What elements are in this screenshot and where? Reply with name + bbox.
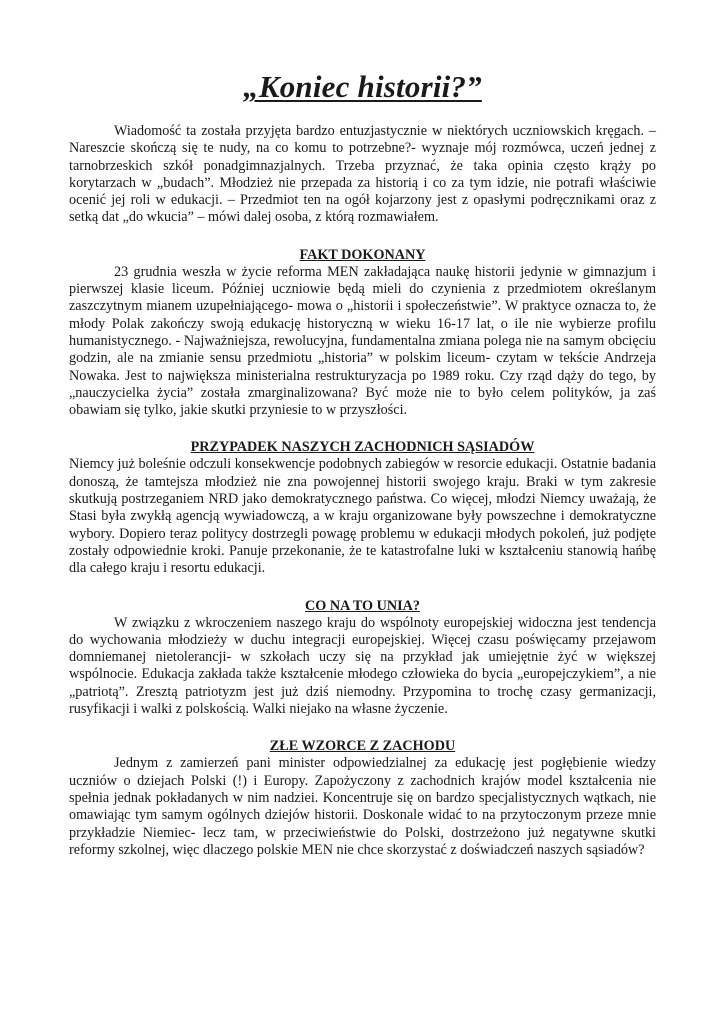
section-paragraph-co-na-to-unia: W związku z wkroczeniem naszego kraju do wspólnoty europejskiej widoczna jest tendencja do wychowania młodzieży w duchu integracji europejskiej. Więcej czasu poświęcamy przejawom domniemanej nietolerancji- w szkołach uczy się na przykład jak umiejętnie żyć w większej wspólnocie. Edukacja zakłada także kształcenie młodego człowieka do bycia „europejczykiem”, a nie „patriotą”. Zresztą patriotyzm jest już dziś niemodny. Przypomina to trochę czasy germanizacji, rusyfikacji i walki z polskością. Walki niejako na własne życzenie. xyxy=(69,614,656,718)
article-title: „Koniec historii?” xyxy=(243,69,482,104)
section-paragraph-fakt-dokonany: 23 grudnia weszła w życie reforma MEN zakładająca naukę historii jedynie w gimnazjum i pierwszej klasie liceum. Później uczniowie będą mieli do czynienia z przedmiotem określanym zaszczytnym mianem uzupełniającego- mowa o „historii i społeczeństwie”. W praktyce oznacza to, że młody Polak zakończy swoją edukację historyczną w wieku 16-17 lat, o ile nie wybierze profilu humanistycznego. - Najważniejsza, rewolucyjna, fundamentalna zmiana polega nie na samym obcięciu godzin, ale na zmianie sensu przedmiotu „historia” w polskim liceum- czytam w tekście Andrzeja Nowaka. Jest to największa ministerialna restrukturyzacja po 1989 roku. Czy rząd dąży do tego, by „nauczycielka życia” została zmarginalizowana? Być może nie to było celem polityków, ja zaś obawiam się tylko, jakie skutki przyniesie to w przyszłości. xyxy=(69,263,656,419)
document-page xyxy=(69,68,656,859)
intro-paragraph: Wiadomość ta została przyjęta bardzo entuzjastycznie w niektórych uczniowskich kręgach. – Nareszcie skończą się te nudy, na co komu to potrzebne?- wyznaje mój rozmówca, uczeń jednej z tarnobrzeskich szkół ponadgimnazjalnych. Trzeba przyznać, że taka opinia często krąży po korytarzach w „budach”. Młodzież nie przepada za historią i co za tym idzie, nie potrafi właściwie ocenić jej roli w edukacji. – Przedmiot ten na ogół kojarzony jest z opasłymi podręcznikami oraz z setką dat „do wkucia” – mówi dalej osoba, z którą rozmawiałem. xyxy=(69,123,656,226)
section-paragraph-przypadek-sasiadow: Niemcy już boleśnie odczuli konsekwencje podobnych zabiegów w resorcie edukacji. Ostatnie badania donoszą, że tamtejsza młodzież nie zna powojennej historii swojego kraju. Braki w tym zakresie skutkują postrzeganiem NRD jako demokratycznego państwa. Co więcej, młodzi Niemcy uważają, że Stasi była zwykłą agencją wywiadowczą, a w kraju organizowane były powszechne i demokratyczne wybory. Dopiero teraz politycy dostrzegli powagę problemu w edukacji młodych pokoleń, już podjęte zostały odpowiednie kroki. Panuje przekonanie, że te katastrofalne luki w kształceniu stanowią hańbę dla całego kraju i resortu edukacji. xyxy=(69,456,656,577)
section-heading-przypadek-sasiadow: PRZYPADEK NASZYCH ZACHODNICH SĄSIADÓW xyxy=(190,439,535,456)
section-heading-fakt-dokonany: FAKT DOKONANY xyxy=(299,246,426,263)
section-heading-co-na-to-unia: CO NA TO UNIA? xyxy=(305,597,420,614)
section-paragraph-zle-wzorce: Jednym z zamierzeń pani minister odpowiedzialnej za edukację jest pogłębienie wiedzy uczniów o dziejach Polski (!) i Europy. Zapożyczony z zachodnich krajów model kształcenia nie spełnia jednak pokładanych w nim nadziei. Koncentruje się on bardzo specjalistycznych wątkach, nie omawiając tym samym ogólnych dziejów historii. Doskonale widać to na przytoczonym przeze mnie przykładzie Niemiec- lecz tam, w przeciwieństwie do Polski, dostrzeżono już negatywne skutki reformy szkolnej, więc dlaczego polskie MEN nie chce skorzystać z doświadczeń naszych sąsiadów? xyxy=(69,755,656,858)
section-heading-zle-wzorce: ZŁE WZORCE Z ZACHODU xyxy=(269,738,456,755)
